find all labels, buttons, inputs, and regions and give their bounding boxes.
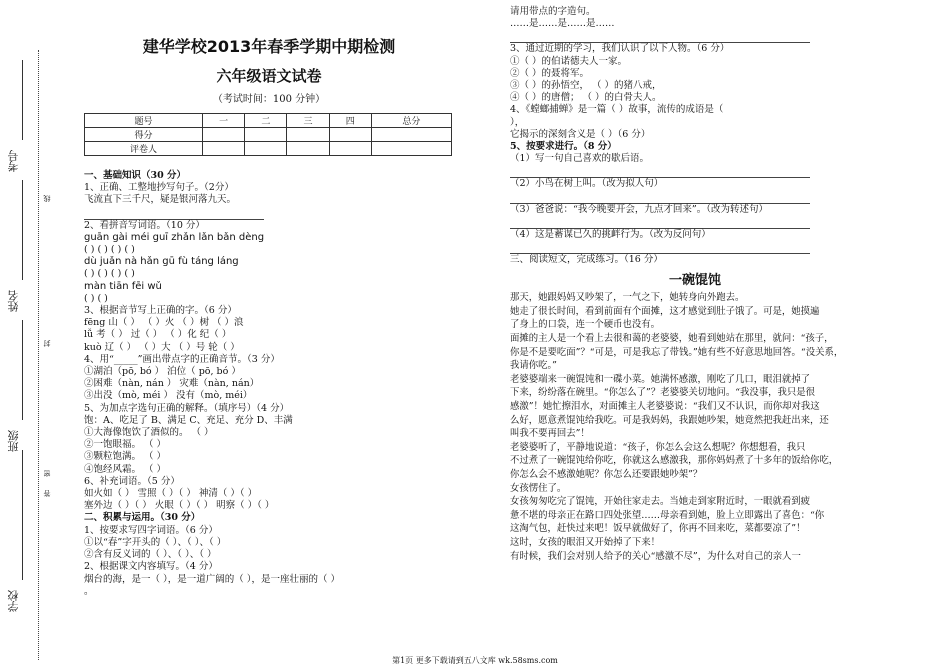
class-label: 班级: [7, 430, 20, 452]
question-line: ……是……是……是……: [510, 18, 615, 30]
story-line: 感激”！她忙擦泪水，对面摊主人老婆婆说：“我们又不认识，而你却对我这: [510, 401, 820, 412]
left-column: [84, 30, 454, 598]
story-line: 我请你吃。”: [510, 360, 557, 372]
question-line: 1、按要求写四字词语。（6 分）: [84, 524, 218, 536]
question-line: guān gài méi guī zhǎn lǎn bǎn dèng: [84, 231, 265, 243]
question-line: [510, 30, 810, 43]
exam-title: 建华学校2013年春季学期中期检测: [142, 37, 396, 56]
score-cell[interactable]: [245, 128, 287, 142]
table-row: [85, 142, 452, 156]
score-cell[interactable]: [371, 142, 451, 156]
left-questions: [84, 170, 454, 598]
question-line: 4、用“_____”画出带点字的正确音节。（3 分）: [84, 353, 280, 365]
story-line: 有时候，我们会对别人给予的关心“感激不尽”，为什么对自己的亲人一: [510, 550, 801, 562]
question-line: 5、按要求进行。（8 分）: [510, 141, 617, 153]
right-column: [510, 6, 880, 563]
question-line: ②含有反义词的（ ）、（ ）、（ ）: [84, 549, 217, 561]
table-header-cell: 一: [203, 114, 245, 128]
story-line: 么好，愿意煮馄饨给我吃。可是我妈妈，我跟她吵架，她竟然把我赶出来，还: [510, 414, 829, 426]
story-line: 女孩匆匆吃完了馄饨，开始往家走去。当她走到家附近时，一眼就看到疲: [510, 496, 811, 508]
page-footer: 第1页 更多下载请到五八文库 wk.58sms.com: [392, 656, 558, 665]
question-line: （1）写一句自己喜欢的歇后语。: [510, 153, 650, 165]
score-cell[interactable]: [287, 128, 329, 142]
question-line: [510, 216, 810, 229]
question-line: 如火如（ ） 雪照（ ）（ ） 神清（ ）（ ）: [84, 488, 258, 500]
question-line: [510, 191, 810, 204]
question-line: 它揭示的深刻含义是（ ）（6 分）: [510, 128, 651, 140]
question-line: 6、补充词语。（5 分）: [84, 475, 180, 487]
question-line: ①湖泊（pō, bó ） 泊位（ pō, bó ）: [84, 366, 241, 378]
score-cell[interactable]: [329, 142, 371, 156]
question-line: 塞外边（ ）（ ） 火眼（ ）（ ） 明察（ ）（ ）: [84, 500, 275, 512]
class-field[interactable]: [22, 320, 24, 420]
table-header-cell: 三: [287, 114, 329, 128]
question-line: 饱：A、吃足了 B、满足 C、充足、充分 D、丰满: [84, 414, 293, 426]
question-line: ( ) ( ): [84, 292, 108, 304]
story-line: 你是不是要吃面”？“可是，可是我忘了带钱。”她有些不好意思地回答。“没关系，: [510, 346, 844, 358]
question-line: 三、阅读短文，完成练习。（16 分）: [510, 254, 663, 266]
question-line: 5、为加点字选句正确的解释。（填序号）（4 分）: [84, 402, 290, 414]
right-questions: [510, 6, 880, 266]
seal-mark: 答: [43, 490, 51, 497]
story-line: 那天，她跟妈妈又吵架了，一气之下，她转身向外跑去。: [510, 292, 745, 304]
table-row: [85, 128, 452, 142]
question-line: （4）这是蓄谋已久的挑衅行为。（改为反问句）: [510, 228, 711, 240]
table-row: [85, 114, 452, 128]
question-line: 飞流直下三千尺，疑是银河落九天。: [84, 194, 237, 206]
question-line: ( ) ( ) ( ) ( ): [84, 268, 135, 280]
exam-subtitle: 六年级语文试卷: [216, 67, 322, 85]
question-line: ②（ ）的聂将军。: [510, 67, 590, 79]
question-line: ④饱经风霜。 （ ）: [84, 463, 167, 475]
question-line: [510, 241, 810, 254]
question-line: ③（ ）的孙悟空， （ ）的猪八戒，: [510, 80, 662, 92]
question-line: 3、通过近期的学习，我们认识了以下人物。（6 分）: [510, 43, 730, 55]
seal-mark: 封: [43, 340, 51, 347]
question-line: dù juǎn nà hǎn gū fù táng láng: [84, 256, 239, 268]
question-line: kuò 辽（ ） （ ）大 （ ）号 轮（ ）: [84, 341, 240, 353]
score-table: [84, 113, 452, 156]
question-line: 2、看拼音写词语。（10 分）: [84, 219, 205, 231]
name-label: 姓名: [7, 290, 20, 312]
question-line: 4、《螳螂捕蝉》是一篇（ ）故事，流传的成语是（: [510, 104, 724, 116]
story-line: 她走了很长时间，看到前面有个面摊，这才感觉到肚子饿了。可是，她摸遍: [510, 305, 820, 317]
table-header-cell: 总分: [371, 114, 451, 128]
story-line: 了身上的口袋，连一个硬币也没有。: [510, 319, 661, 331]
question-line: màn tiān fēi wǔ: [84, 280, 162, 292]
question-line: ①（ ）的伯诺德夫人一家。: [510, 55, 628, 67]
story-line: 这时，女孩的眼泪又开始掉了下来！: [510, 536, 661, 548]
question-line: 2、根据课文内容填写。（4 分）: [84, 561, 218, 573]
question-line: （2）小鸟在树上叫。（改为拟人句）: [510, 178, 664, 190]
score-cell[interactable]: [371, 128, 451, 142]
question-line: [510, 165, 810, 178]
seal-line: [38, 50, 39, 660]
score-cell[interactable]: [203, 128, 245, 142]
question-line: ①以“春”字开头的（ ）、（ ）、（ ）: [84, 536, 227, 548]
story-line: 老婆婆端来一碗馄饨和一碟小菜。她满怀感激，刚吃了几口，眼泪就掉了: [510, 373, 811, 385]
story-line: 不过煮了一碗馄饨给你吃，你就这么感激我，那你妈妈煮了十多年的饭给你吃，: [510, 455, 839, 467]
score-cell[interactable]: [329, 128, 371, 142]
question-line: ），: [510, 116, 525, 128]
exam-time: （考试时间：100 分钟）: [212, 94, 326, 105]
story-line: 这淘气包，赶快过来吧！饭早就做好了，你再不回来吃，菜都要凉了”！: [510, 523, 806, 535]
story-title: 一碗馄饨: [668, 273, 721, 289]
question-line: （3）爸爸说：“我今晚要开会，九点才回来”。（改为转述句）: [510, 203, 769, 215]
school-label: 学校: [7, 590, 20, 612]
story-line: 你怎么会不感激她呢？你怎么还要跟她吵架”？: [510, 468, 703, 480]
story-line: 叫我不要再回去”！: [510, 428, 590, 440]
name-field[interactable]: [22, 180, 24, 280]
row-label: 评卷人: [85, 142, 203, 156]
binding-margin: [0, 0, 62, 672]
question-line: 请用带点的字造句。: [510, 6, 596, 17]
story-line: 面摊的主人是一个看上去很和蔼的老婆婆，她看到她站在那里，就问：“孩子，: [510, 333, 834, 345]
question-line: ④（ ）的唐僧； （ ）的白骨夫人。: [510, 92, 662, 104]
question-line: ①大海像饱饮了酒似的。 （ ）: [84, 427, 214, 439]
row-label: 得分: [85, 128, 203, 142]
score-cell[interactable]: [287, 142, 329, 156]
question-line: 3、根据音节写上正确的字。（6 分）: [84, 305, 237, 317]
question-line: ③出没（mò, méi ） 没有（mò, méi）: [84, 390, 253, 402]
number-label: 考号: [7, 150, 20, 172]
story-line: 女孩愣住了。: [510, 482, 567, 494]
question-line: 烟台的海，是一（ ），是一道广阔的（ ），是一座壮丽的（ ）: [84, 573, 341, 585]
question-line: ( ) ( ) ( ) ( ): [84, 244, 135, 256]
score-cell[interactable]: [245, 142, 287, 156]
question-line: 二、积累与运用。（30 分）: [84, 512, 201, 524]
question-line: 。: [84, 585, 94, 597]
seal-mark: 线: [43, 195, 51, 202]
story-text: [510, 291, 880, 563]
question-line: 一、基础知识（30 分）: [84, 170, 187, 181]
question-line: ②困难（nàn, nán ） 灾难（nàn, nán）: [84, 378, 260, 390]
table-header-cell: 二: [245, 114, 287, 128]
question-line: lǚ 考（ ） 过（ ） （ ）化 纪（ ）: [84, 329, 232, 341]
school-field[interactable]: [22, 450, 24, 580]
story-line: 下来，纷纷落在碗里。“你怎么了”？老婆婆关切地问。“我没事，我只是很: [510, 387, 816, 399]
score-cell[interactable]: [203, 142, 245, 156]
question-line: ②一饱眼福。 （ ）: [84, 439, 167, 451]
question-line: fēng 山（ ） （ ）火 （ ）树 （ ）浪: [84, 317, 244, 329]
question-line: [84, 207, 264, 220]
question-line: ③颗粒饱满。 （ ）: [84, 451, 167, 463]
table-header-cell: 题号: [85, 114, 203, 128]
story-line: 惫不堪的母亲正在路口四处张望……母亲看到她，脸上立即露出了喜色：“你: [510, 509, 825, 521]
seal-mark: 密: [43, 470, 51, 477]
number-field[interactable]: [22, 60, 24, 140]
question-line: 1、正确、工整地抄写句子。（2分）: [84, 182, 234, 194]
table-header-cell: 四: [329, 114, 371, 128]
story-line: 老婆婆听了，平静地说道：“孩子，你怎么会这么想呢？你想想看，我只: [510, 441, 806, 453]
